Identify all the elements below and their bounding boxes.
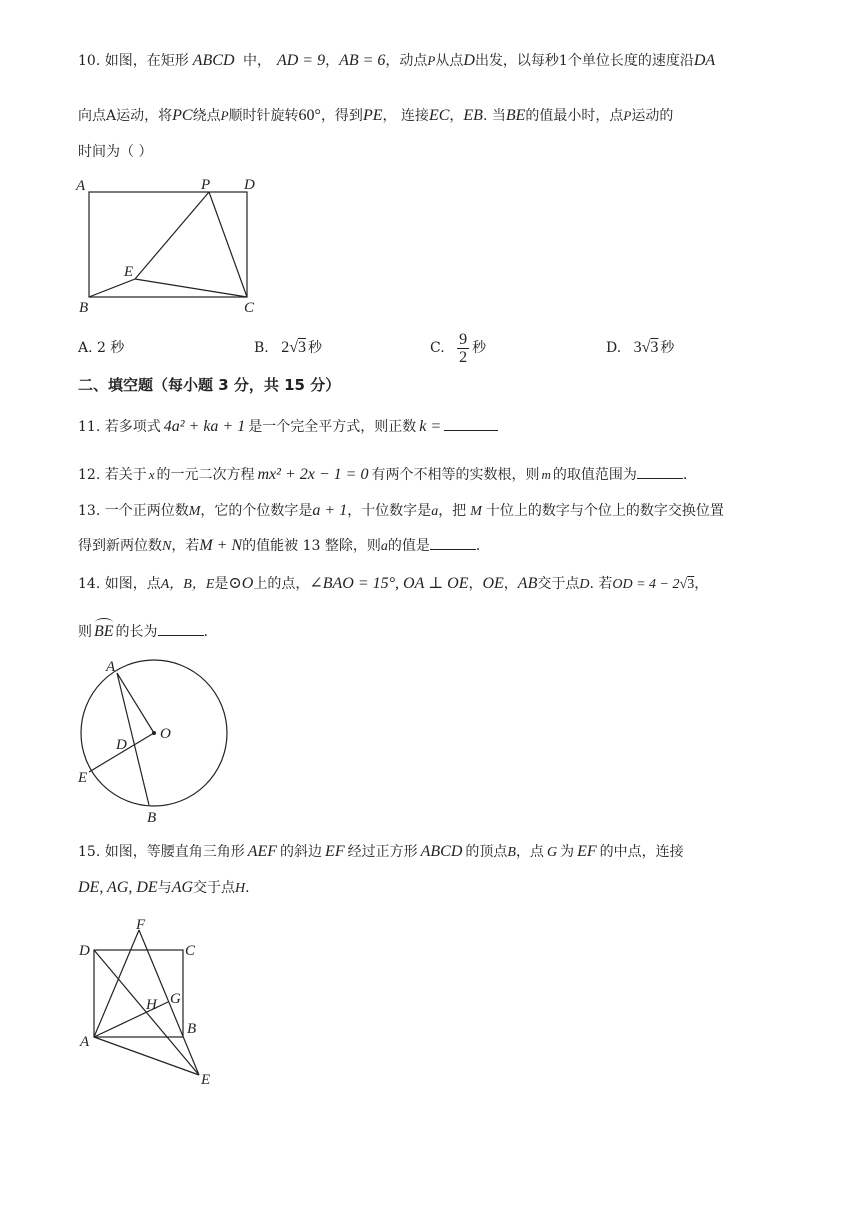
section-heading: 二、填空题（每小题 3 分，共 15 分） [78,376,341,394]
label-C: C [185,943,196,959]
q12-line: 12. 若关于 x 的一元二次方程 mx² + 2x − 1 = 0 有两个不相等的实数根，则 m 的取值范围为 . [78,466,688,483]
segment-ef [139,930,199,1075]
segment-oe [89,733,154,772]
label-A: A [106,659,116,675]
label-B: B [187,1021,197,1037]
option-d[interactable]: D. 3√3 秒 [606,339,675,356]
label-H: H [146,997,157,1013]
label-G: G [170,991,181,1007]
q15-line1: 15. 如图，等腰直角三角形 AEF 的斜边 EF 经过正方形 ABCD 的顶点B，点 G 为 EF 的中点，连接 [78,843,684,860]
segment-de [94,950,199,1075]
q14-line2: 则 BE 的长为 . [78,623,208,640]
label-D: D [244,177,255,193]
label-E: E [124,264,134,280]
label-E: E [201,1072,211,1088]
label-O: O [160,726,171,742]
segment-ag [94,1002,168,1037]
label-B: B [79,300,89,316]
rect-abcd [89,192,247,297]
q10-line1: 10. 如图，在矩形 ABCD 中， AD = 9，AB = 6，动点P从点D出发，以每秒1个单位长度的速度沿DA [78,52,716,69]
segment-ae [94,1037,199,1075]
label-E: E [78,770,88,786]
answer-blank[interactable] [637,464,683,479]
label-D: D [79,943,90,959]
label-A: A [76,178,86,194]
answer-blank[interactable] [444,416,498,431]
label-C: C [244,300,255,316]
option-c[interactable]: C. $\frac{9}{2}$ 秒 [430,330,487,366]
segment-pe [135,192,209,279]
label-P: P [201,177,211,193]
label-B: B [147,810,157,826]
answer-blank[interactable] [158,621,204,636]
circle-o [81,660,227,806]
square-abcd [94,950,183,1037]
q13-line2: 得到新两位数N，若M + N的值能被 13 整除，则a的值是 . [78,537,481,554]
segment-pc [209,192,247,297]
option-b[interactable]: B. 2√3 秒 [254,339,322,356]
q10-line2: 向点A运动，将PC绕点P顺时针旋转60°，得到PE， 连接EC，EB. 当BE的值最小时，点P运动的 [78,107,674,124]
rect-name: ABCD [192,52,235,69]
segment-eb [89,279,135,297]
q11-line: 11. 若多项式 4a² + ka + 1 是一个完全平方式，则正数 k = [78,416,498,437]
label-A: A [80,1034,90,1050]
q10-line3: 时间为（ ） [78,144,153,160]
center-dot [152,731,156,735]
segment-ec [135,279,247,297]
label-D: D [116,737,127,753]
segment-af [94,930,139,1037]
segment-ab [117,673,149,805]
q15-line2: DE, AG, DE与AG交于点H. [78,879,250,896]
fraction: $\frac{9}{2}$ [459,330,468,366]
q14-line1: 14. 如图，点A，B，E是⊙O上的点，∠BAO = 15°, OA ⊥ OE，OE，AB交于点D. 若OD = 4 − 2√3， [78,575,709,592]
segment-oa [117,673,154,733]
answer-blank[interactable] [430,535,476,550]
label-F: F [136,917,146,933]
arc-be: BE [94,623,114,640]
option-a[interactable]: A. 2 秒 [78,340,125,356]
q13-line1: 13. 一个正两位数M，它的个位数字是a + 1，十位数字是a，把 M 十位上的数字与个位上的数字交换位置 [78,502,724,519]
